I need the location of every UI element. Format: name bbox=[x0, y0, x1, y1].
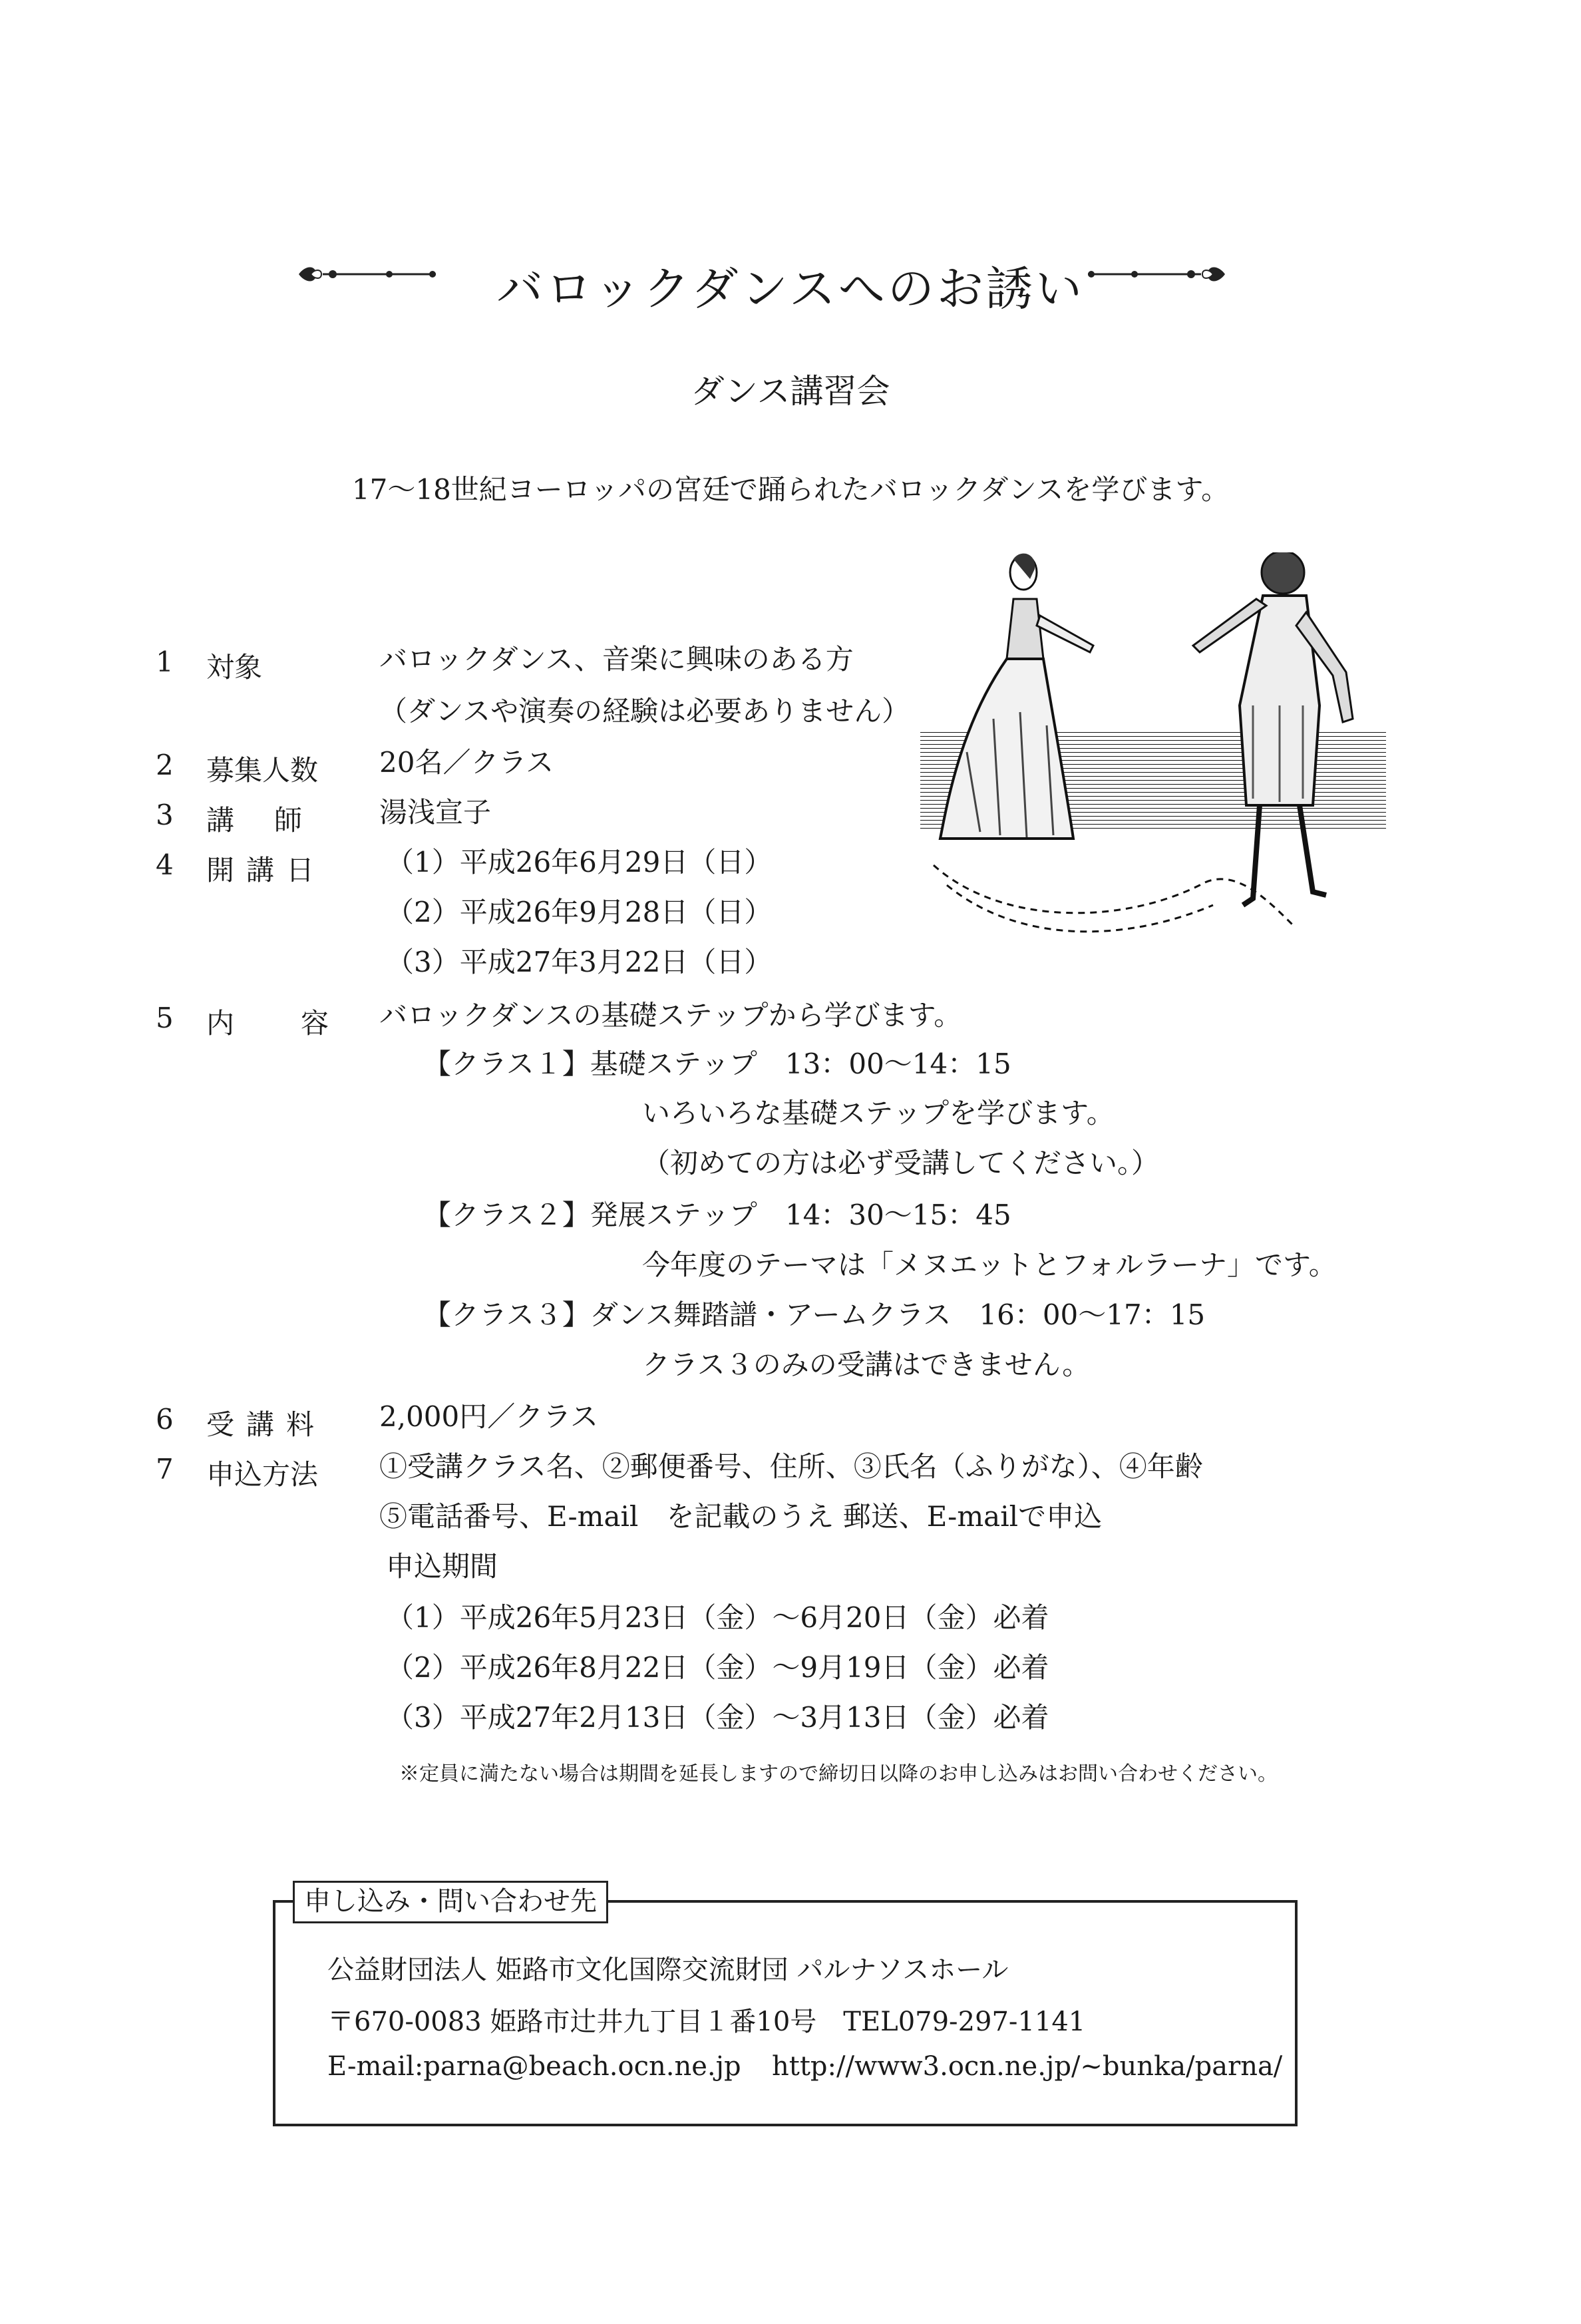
apply-line1: ①受講クラス名、②郵便番号、住所、③氏名（ふりがな）、④年齢 bbox=[379, 1450, 1203, 1483]
contact-org: 公益財団法人 姫路市文化国際交流財団 パルナソスホール bbox=[327, 1955, 1009, 1985]
class1-desc: いろいろな基礎ステップを学びます。 bbox=[642, 1097, 1115, 1129]
item-label-dates: 開講日 bbox=[206, 854, 327, 886]
intro-text: 17～18世紀ヨーロッパの宮廷で踊られたバロックダンスを学びます。 bbox=[351, 473, 1230, 506]
class3-desc: クラス３のみの受講はできません。 bbox=[642, 1348, 1091, 1381]
contact-address: 〒670-0083 姫路市辻井九丁目１番10号 TEL079-297-1141 bbox=[327, 2007, 1086, 2037]
item-number: 5 bbox=[156, 1002, 174, 1034]
item-label-fee: 受講料 bbox=[206, 1408, 327, 1441]
subtitle: ダンス講習会 bbox=[691, 372, 890, 411]
item-number: 3 bbox=[156, 799, 174, 831]
apply-line2: ⑤電話番号、E-mail を記載のうえ 郵送、E-mailで申込 bbox=[379, 1500, 1103, 1533]
contact-url-link[interactable]: http://www3.ocn.ne.jp/~bunka/parna/ bbox=[772, 2051, 1283, 2082]
date-item: （1）平成26年6月29日（日） bbox=[386, 846, 773, 878]
target-value: バロックダンス、音楽に興味のある方 bbox=[379, 643, 854, 676]
item-number: 4 bbox=[156, 849, 174, 881]
instructor-value: 湯浅宣子 bbox=[379, 796, 492, 829]
item-number: 7 bbox=[156, 1453, 174, 1485]
apply-note: ※定員に満たない場合は期間を延長しますので締切日以降のお申し込みはお問い合わせください。 bbox=[399, 1762, 1278, 1786]
item-number: 2 bbox=[156, 749, 174, 781]
page-title: バロックダンスへのお誘い bbox=[496, 262, 1085, 316]
date-item: （3）平成27年3月22日（日） bbox=[386, 946, 773, 978]
class2-heading: 【クラス２】発展ステップ 14：30～15：45 bbox=[423, 1199, 1011, 1231]
contact-label: 申し込み・問い合わせ先 bbox=[293, 1881, 608, 1923]
class2-desc: 今年度のテーマは「メヌエットとフォルラーナ」です。 bbox=[642, 1249, 1337, 1281]
fee-value: 2,000円／クラス bbox=[379, 1400, 598, 1433]
target-note: （ダンスや演奏の経験は必要ありません） bbox=[379, 695, 910, 727]
item-label-capacity: 募集人数 bbox=[206, 754, 319, 787]
date-item: （2）平成26年9月28日（日） bbox=[386, 896, 773, 928]
item-label-instructor: 講師 bbox=[206, 804, 343, 837]
apply-period: （3）平成27年2月13日（金）～3月13日（金）必着 bbox=[386, 1701, 1049, 1734]
apply-period: （2）平成26年8月22日（金）～9月19日（金）必着 bbox=[386, 1651, 1049, 1684]
contact-email-link[interactable]: E-mail:parna@beach.ocn.ne.jp bbox=[327, 2051, 741, 2082]
item-number: 1 bbox=[156, 646, 174, 678]
title-ornament-right bbox=[1081, 261, 1228, 288]
item-number: 6 bbox=[156, 1403, 174, 1436]
apply-period-label: 申込期間 bbox=[386, 1550, 498, 1583]
capacity-value: 20名／クラス bbox=[379, 746, 554, 779]
label-text: 対象 bbox=[206, 651, 263, 683]
class1-heading: 【クラス１】基礎ステップ 13：00～14：15 bbox=[423, 1048, 1011, 1080]
class1-note: （初めての方は必ず受講してください。） bbox=[642, 1147, 1160, 1179]
item-label-content: 内容 bbox=[206, 1007, 396, 1040]
content-value: バロックダンスの基礎ステップから学びます。 bbox=[379, 999, 962, 1032]
item-label-apply: 申込方法 bbox=[206, 1458, 319, 1491]
apply-period: （1）平成26年5月23日（金）～6月20日（金）必着 bbox=[386, 1601, 1049, 1634]
item-label-target bbox=[206, 646, 323, 685]
baroque-dancers-illustration bbox=[920, 552, 1386, 952]
class3-heading: 【クラス３】ダンス舞踏譜・アームクラス 16：00～17：15 bbox=[423, 1298, 1206, 1331]
